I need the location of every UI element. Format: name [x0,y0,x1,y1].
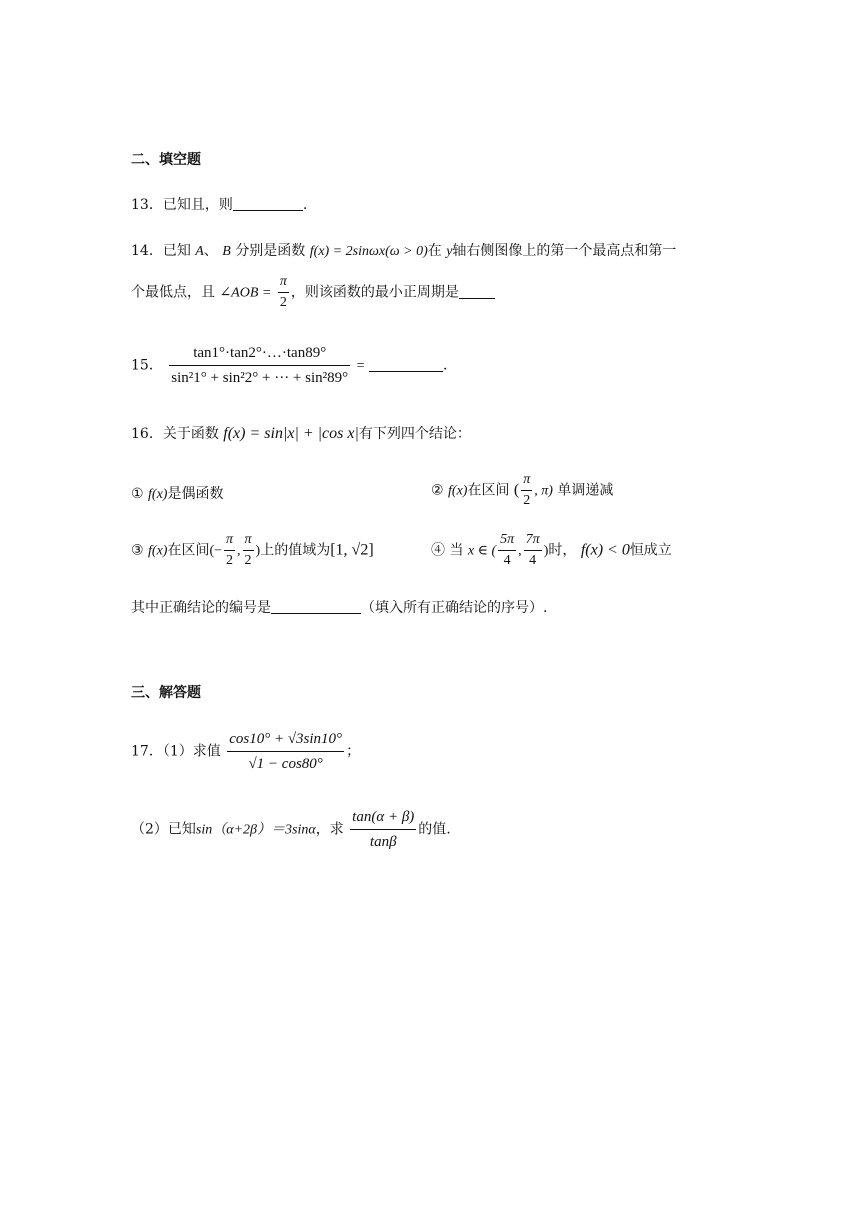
function: f(x) [148,543,168,559]
question-number: 14． [131,243,163,259]
fraction-tan-over-sin: $\frac{\tan 1^\circ\cdot\tan 2^\circ\cdot\dots\cdot\tan 89^\circ}{\text{sin²1° + sin²2° + ··· + sin²89°}}$ [169,341,350,390]
text: 恒成立 [629,542,672,559]
interval-open: (− [209,543,223,559]
text: 个最低点，且 [131,284,215,301]
fraction-7pi-over-4: $\frac{7\pi}{4}$ [525,532,540,568]
text: 轴右侧图像上的第一个最高点和第一 [452,243,677,259]
fraction-pi-over-2: $\frac{\pi}{2}$ [523,472,531,508]
circled-number-4: ④ [431,542,445,559]
question-17-part-1 [131,727,360,776]
fraction-5pi-over-4: $\frac{5\pi}{4}$ [500,532,515,568]
fraction-pi-over-2: $\frac{\pi}{2}$ [279,274,287,310]
conclusion-2: ② f(x)在区间 ( $\frac{\pi}{2}$ , π) 单调递减 [431,470,613,511]
circled-number-1: ① [131,486,144,502]
question-14-line-2 [131,272,495,313]
text: 其中正确结论的编号是 [131,600,271,616]
text: 在 [427,243,442,259]
section-heading-solutions: 三、解答题 [131,685,201,701]
interval-end: , π) [534,483,553,499]
question-15 [131,341,447,390]
question-text: 已知且，则 [162,197,233,213]
angle-expression: ∠AOB = [219,285,272,301]
text: 在区间 [167,542,210,559]
question-number: 17． [131,743,163,760]
conclusion-4: ④ 当 x ∈ ( $\frac{5\pi}{4}$ , $\frac{7\pi}{4}$ )时， f(x) < 0恒成立 [431,530,672,571]
period: . [302,197,308,213]
question-13 [131,194,307,214]
text: 上的值域为 [260,542,331,559]
text: 是偶函数 [167,486,224,502]
section-heading-fill-in: 二、填空题 [131,152,201,168]
function: f(x) [148,487,168,502]
inequality: f(x) < 0 [580,541,630,559]
text: 时， [548,542,577,559]
condition-expression: x ∈ ( [467,543,497,559]
question-16-answer-line [131,597,547,617]
point-b: B [222,244,231,259]
text: （填入所有正确结论的序号）. [361,600,548,616]
question-number: 15． [131,357,163,374]
function: f(x) [448,483,468,499]
circled-number-3: ③ [131,542,144,559]
question-16 [131,423,471,443]
semicolon: ； [346,743,361,760]
text: ，则该函数的最小正周期是 [290,284,459,301]
equals-sign: = [356,358,365,374]
conclusion-1 [131,483,223,503]
answer-blank [459,284,495,299]
range-expression: [1, √2] [330,541,374,559]
text: 分别是函数 [235,243,306,259]
text: 单调递减 [557,482,614,499]
question-number: 13． [131,197,163,213]
text: 已知 [162,243,191,259]
circled-number-2: ② [431,482,444,499]
conclusion-3: ③ f(x)在区间(− $\frac{\pi}{2}$ , $\frac{\pi}{2}$ )上的值域为[1, √2] [131,530,374,571]
question-17-part-2 [131,805,451,854]
question-14-line-1 [131,240,676,260]
text: （2）已知 [131,821,196,838]
condition-expression: sin（α+2β）＝3sinα [195,822,316,838]
text: 在区间 [467,482,510,499]
axis-y: y [446,244,453,259]
fraction-pi-over-2: $\frac{\pi}{2}$ [226,532,234,568]
answer-blank [271,599,361,614]
function-expression: f(x) = 2sinωx(ω > 0) [309,244,428,259]
point-a: A [195,244,204,259]
period: . [442,357,448,374]
answer-blank [369,357,443,372]
text: 的值. [418,821,451,838]
text: ，求 [315,821,344,838]
question-number: 16． [131,426,163,442]
answer-blank [233,196,303,211]
fraction-tan-expression: $\frac{\tan(\alpha + \beta)}{\tan\beta}$ [350,805,416,854]
text: 关于函数 [162,426,219,442]
fraction-cos-expression: $\frac{\cos 10^\circ + √3\sin 10^\circ}{√1 - \cos 80^\circ}$ [227,727,344,776]
function-expression: f(x) = sin|x| + |cos x| [223,425,359,442]
text: （1）求值 [162,743,221,760]
text: 、 [203,243,218,259]
text: 当 [449,542,464,559]
fraction-pi-over-2: $\frac{\pi}{2}$ [244,532,252,568]
text: 有下列四个结论： [358,426,471,442]
